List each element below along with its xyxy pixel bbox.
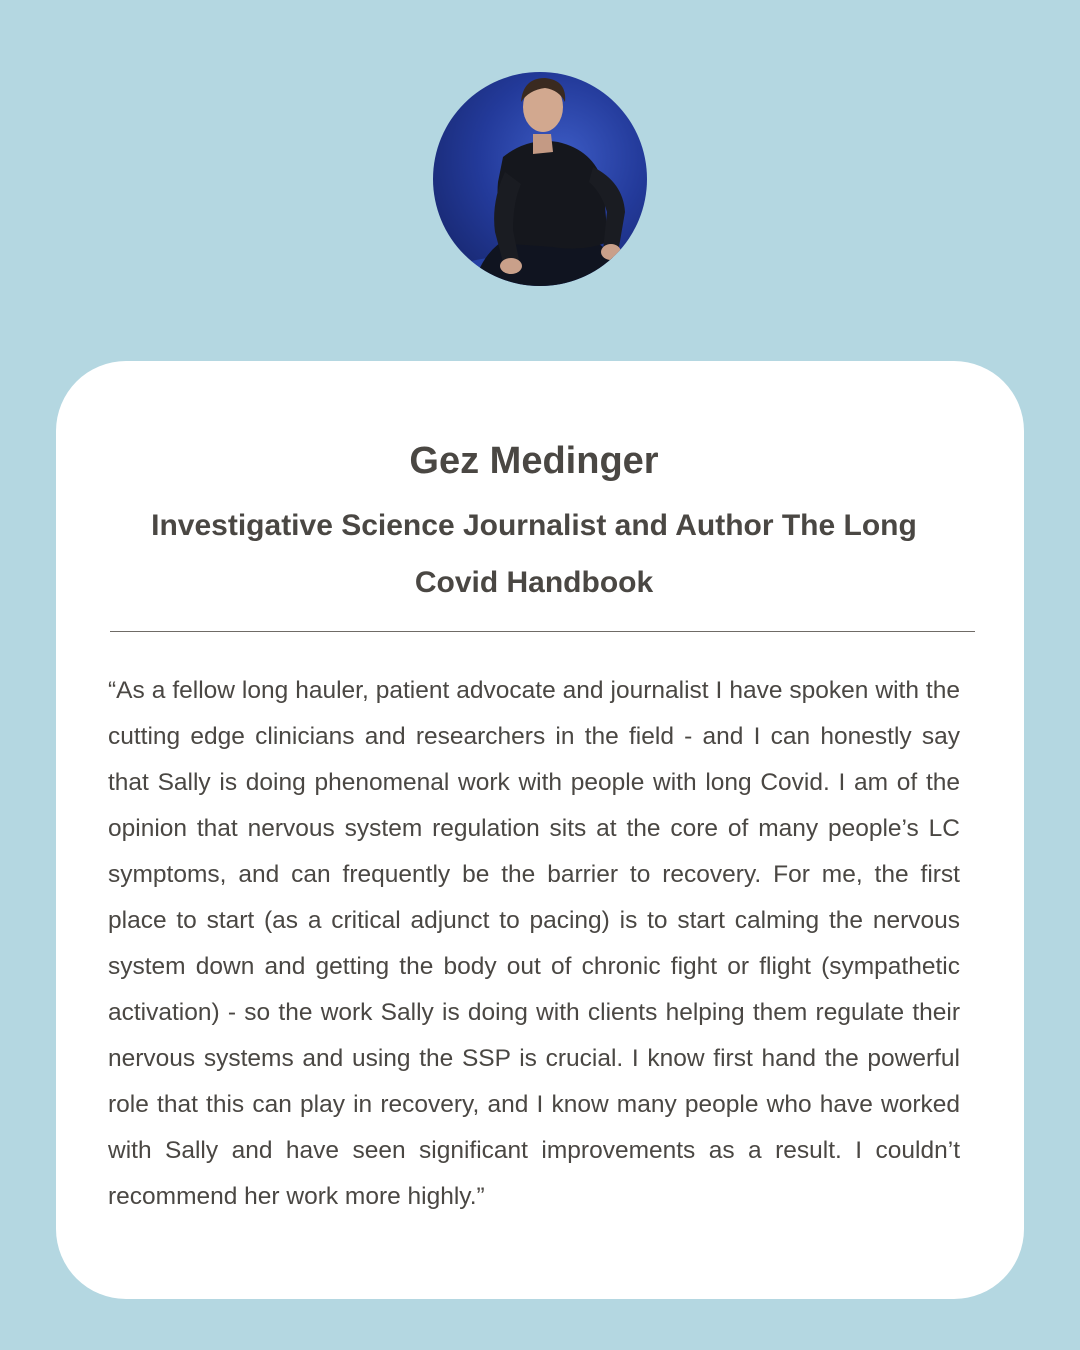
person-name: Gez Medinger xyxy=(409,440,659,482)
person-role: Investigative Science Journalist and Author The Long Covid Handbook xyxy=(151,509,917,599)
person-portrait-icon xyxy=(433,72,647,286)
testimonial-quote: “As a fellow long hauler, patient advocate and journalist I have spoken with the cutting edge clinicians and researchers in the field - and I can honestly say that Sally is doing phenomenal work with people with long Covid. I am of the opinion that nervous system regulation sits at the core of many people’s LC symptoms, and can frequently be the barrier to recovery. For me, the first place to start (as a critical adjunct to pacing) is to start calming the nervous system down and getting the body out of chronic fight or flight (sympathetic activation) - so the work Sally is doing with clients helping them regulate their nervous systems and using the SSP is crucial. I know first hand the powerful role that this can play in recovery, and I know many people who have worked with Sally and have seen significant improvements as a result. I couldn’t recommend her work more highly.” xyxy=(108,677,960,1210)
divider xyxy=(110,631,975,632)
avatar xyxy=(433,72,647,286)
